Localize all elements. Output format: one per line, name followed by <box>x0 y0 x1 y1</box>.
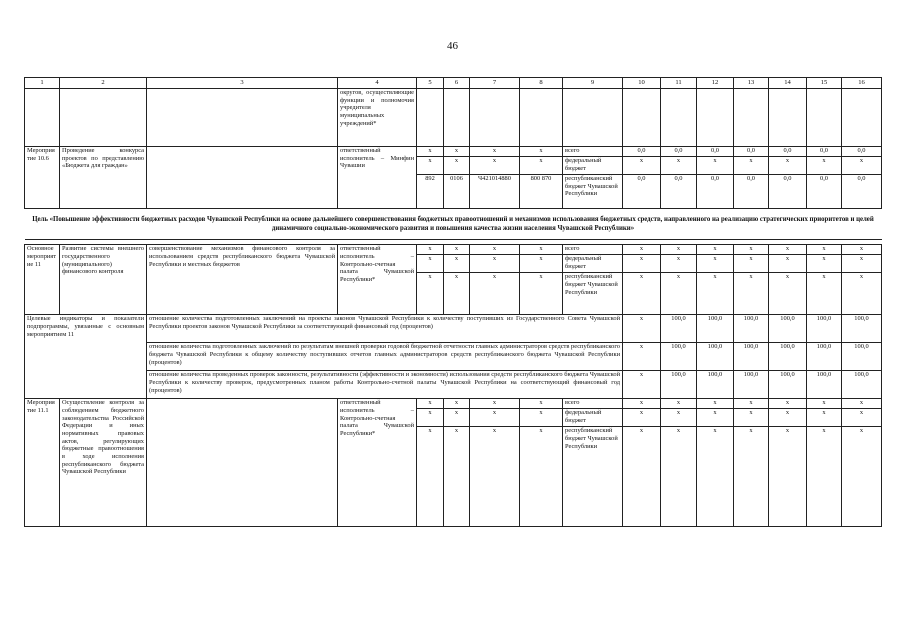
indicator-row <box>25 343 882 371</box>
measure-code: Основное мероприятие 11 <box>25 245 60 315</box>
budget-code-cell: x <box>520 427 563 527</box>
indicator-value: 100,0 <box>697 343 734 371</box>
indicator-row <box>25 315 882 343</box>
empty-cell <box>147 88 338 146</box>
funding-value: x <box>807 245 842 255</box>
empty-cell <box>842 88 882 146</box>
indicator-value: 100,0 <box>697 371 734 399</box>
budget-code-cell: x <box>417 156 444 174</box>
empty-cell <box>807 88 842 146</box>
column-number-3: 3 <box>147 78 338 89</box>
funding-value: x <box>842 255 882 273</box>
funding-value: x <box>623 409 661 427</box>
responsible-executor: ответственный исполнитель – Контрольно-счетная палата Чувашской Республики* <box>338 245 417 315</box>
m10-6-funding-row <box>25 146 882 156</box>
funding-value: x <box>623 245 661 255</box>
funding-value: x <box>661 409 697 427</box>
measure-name: Осуществление контроля за соблюдением бюджетного законодательства Российской Федерации и иных нормативных правовых актов, регулирующих бюджетные правоотношения в ходе исполнения республиканского бюджета Чувашской Республики <box>60 399 147 527</box>
column-number-10: 10 <box>623 78 661 89</box>
funding-value: x <box>661 245 697 255</box>
responsible-executor: ответственный исполнитель – Контрольно-счетная палата Чувашской Республики* <box>338 399 417 527</box>
budget-code-cell: x <box>417 146 444 156</box>
funding-value: x <box>661 427 697 527</box>
budget-code-cell: x <box>520 146 563 156</box>
funding-value: x <box>734 409 769 427</box>
budget-code-cell: x <box>520 273 563 315</box>
budget-code-cell: x <box>470 427 520 527</box>
funding-value: x <box>807 156 842 174</box>
m11-1-funding-row <box>25 399 882 409</box>
budget-code-cell: x <box>417 255 444 273</box>
indicator-value: 100,0 <box>842 371 882 399</box>
funding-value: x <box>769 255 807 273</box>
indicator-value: 100,0 <box>807 343 842 371</box>
funding-value: x <box>623 399 661 409</box>
budget-code-cell: x <box>444 146 470 156</box>
column-number-9: 9 <box>563 78 623 89</box>
budget-code-cell: x <box>417 399 444 409</box>
column-number-16: 16 <box>842 78 882 89</box>
budget-code-cell: x <box>444 255 470 273</box>
measure-code: Мероприятие 11.1 <box>25 399 60 527</box>
empty-cell <box>563 88 623 146</box>
budget-code-cell: x <box>470 146 520 156</box>
indicator-value: 100,0 <box>769 371 807 399</box>
funding-value: x <box>661 273 697 315</box>
column-number-7: 7 <box>470 78 520 89</box>
funding-value: 0,0 <box>661 146 697 156</box>
empty-cell <box>25 88 60 146</box>
measure-name: Развитие системы внешнего государственного (муниципального) финансового контроля <box>60 245 147 315</box>
empty-cell <box>444 88 470 146</box>
indicator-row <box>25 371 882 399</box>
indicator-value: x <box>623 315 661 343</box>
budget-code-cell: x <box>470 156 520 174</box>
funding-value: 0,0 <box>661 174 697 208</box>
indicator-value: 100,0 <box>769 315 807 343</box>
indicator-name: отношение количества подготовленных заключений по результатам внешней проверки годовой бюджетной отчетности главных администраторов средств республиканского бюджета Чувашской Республики к общему количеству поступивших отчетов главных администраторов средств республиканского бюджета Чувашской Республики (процентов) <box>147 343 623 371</box>
funding-value: x <box>842 409 882 427</box>
page-number: 46 <box>447 40 458 52</box>
funding-source: всего <box>563 146 623 156</box>
funding-value: 0,0 <box>807 174 842 208</box>
funding-value: x <box>807 399 842 409</box>
budget-code-cell: x <box>520 255 563 273</box>
funding-source: республиканский бюджет Чувашской Республики <box>563 427 623 527</box>
funding-value: x <box>769 245 807 255</box>
funding-value: x <box>807 427 842 527</box>
column-number-4: 4 <box>338 78 417 89</box>
funding-source: федеральный бюджет <box>563 156 623 174</box>
funding-value: 0,0 <box>842 146 882 156</box>
funding-value: x <box>734 255 769 273</box>
funding-value: x <box>623 427 661 527</box>
measure-description: совершенствование механизмов финансового контроля за использованием средств республиканского бюджета Чувашской Республики и местных бюджетов <box>147 245 338 315</box>
indicator-value: 100,0 <box>661 371 697 399</box>
indicators-label: Целевые индикаторы и показатели подпрограммы, увязанные с основным мероприятием 11 <box>25 315 147 399</box>
budget-code-cell: 800 870 <box>520 174 563 208</box>
funding-value: 0,0 <box>623 174 661 208</box>
indicator-value: 100,0 <box>697 315 734 343</box>
budget-code-cell: x <box>520 245 563 255</box>
column-number-15: 15 <box>807 78 842 89</box>
funding-value: x <box>769 273 807 315</box>
main11-funding-row <box>25 245 882 255</box>
funding-value: x <box>734 427 769 527</box>
funding-source: всего <box>563 399 623 409</box>
funding-value: x <box>842 427 882 527</box>
empty-cell <box>417 88 444 146</box>
indicator-value: 100,0 <box>661 343 697 371</box>
funding-value: 0,0 <box>697 174 734 208</box>
funding-source: всего <box>563 245 623 255</box>
goal-row <box>25 208 882 239</box>
funding-value: 0,0 <box>769 174 807 208</box>
budget-code-cell: x <box>470 245 520 255</box>
funding-value: 0,0 <box>769 146 807 156</box>
budget-code-cell: x <box>520 156 563 174</box>
funding-value: x <box>623 273 661 315</box>
column-number-11: 11 <box>661 78 697 89</box>
column-number-2: 2 <box>60 78 147 89</box>
budget-code-cell: x <box>417 409 444 427</box>
funding-value: x <box>734 399 769 409</box>
budget-code-cell: x <box>417 245 444 255</box>
column-number-row <box>25 78 882 89</box>
column-number-1: 1 <box>25 78 60 89</box>
empty-cell <box>520 88 563 146</box>
budget-code-cell: x <box>444 427 470 527</box>
funding-value: x <box>697 255 734 273</box>
funding-value: x <box>769 409 807 427</box>
funding-source: федеральный бюджет <box>563 409 623 427</box>
program-table <box>24 77 882 527</box>
funding-value: x <box>661 255 697 273</box>
funding-value: 0,0 <box>734 146 769 156</box>
funding-value: x <box>697 156 734 174</box>
indicator-value: 100,0 <box>842 343 882 371</box>
funding-value: 0,0 <box>842 174 882 208</box>
budget-code-cell: 892 <box>417 174 444 208</box>
funding-value: x <box>623 255 661 273</box>
funding-value: 0,0 <box>697 146 734 156</box>
budget-code-cell: x <box>417 273 444 315</box>
budget-code-cell: x <box>520 409 563 427</box>
funding-value: x <box>623 156 661 174</box>
column-number-13: 13 <box>734 78 769 89</box>
measure-code: Мероприятие 10.6 <box>25 146 60 208</box>
empty-cell <box>147 146 338 208</box>
empty-cell <box>697 88 734 146</box>
budget-code-cell: x <box>470 255 520 273</box>
indicator-value: 100,0 <box>842 315 882 343</box>
indicator-name: отношение количества проведенных проверок законности, результативности (эффективности и экономности) использования средств республиканского бюджета Чувашской Республики к количеству проверок, предусмотренных планом работы Контрольно-счетной палаты Чувашской Республики на соответствующий финансовый год (процентов) <box>147 371 623 399</box>
funding-value: x <box>769 427 807 527</box>
executor-continuation: округов, осуществляющие функции и полномочия учредителя муниципальных учреждений* <box>338 88 417 146</box>
funding-value: x <box>842 245 882 255</box>
indicator-value: 100,0 <box>734 343 769 371</box>
funding-value: 0,0 <box>807 146 842 156</box>
funding-value: x <box>842 399 882 409</box>
column-number-8: 8 <box>520 78 563 89</box>
funding-value: x <box>842 273 882 315</box>
budget-code-cell: x <box>470 399 520 409</box>
table-body <box>25 88 882 526</box>
indicator-value: 100,0 <box>807 371 842 399</box>
funding-source: федеральный бюджет <box>563 255 623 273</box>
budget-code-cell: x <box>444 273 470 315</box>
funding-value: x <box>697 273 734 315</box>
budget-code-cell: x <box>444 245 470 255</box>
budget-code-cell: x <box>444 399 470 409</box>
budget-code-cell: x <box>470 409 520 427</box>
column-number-5: 5 <box>417 78 444 89</box>
funding-value: x <box>769 156 807 174</box>
goal-heading: Цель «Повышение эффективности бюджетных расходов Чувашской Республики на основе дальнейшего совершенствования бюджетных правоотношений и механизмов использования бюджетных средств, направленного на реализацию стратегических приоритетов и целей динамичного социально-экономического развития и повышения качества жизни населения Чувашской Республики» <box>25 208 882 239</box>
indicator-value: 100,0 <box>769 343 807 371</box>
budget-code-cell: x <box>520 399 563 409</box>
empty-cell <box>623 88 661 146</box>
budget-code-cell: x <box>444 156 470 174</box>
budget-code-cell: x <box>470 273 520 315</box>
funding-value: x <box>734 245 769 255</box>
budget-code-cell: Ч421014880 <box>470 174 520 208</box>
indicator-value: 100,0 <box>807 315 842 343</box>
indicator-value: 100,0 <box>734 371 769 399</box>
funding-value: x <box>734 156 769 174</box>
empty-cell <box>734 88 769 146</box>
empty-cell <box>60 88 147 146</box>
indicator-value: x <box>623 343 661 371</box>
indicator-value: x <box>623 371 661 399</box>
empty-cell <box>470 88 520 146</box>
measure-name: Проведение конкурса проектов по представлению «Бюджета для граждан» <box>60 146 147 208</box>
funding-value: x <box>697 399 734 409</box>
funding-source: республиканский бюджет Чувашской Республики <box>563 174 623 208</box>
funding-value: x <box>807 273 842 315</box>
funding-value: x <box>697 409 734 427</box>
budget-code-cell: 0106 <box>444 174 470 208</box>
funding-value: x <box>697 427 734 527</box>
empty-cell <box>769 88 807 146</box>
responsible-executor: ответственный исполнитель – Минфин Чувашии <box>338 146 417 208</box>
funding-value: x <box>661 399 697 409</box>
funding-source: республиканский бюджет Чувашской Республики <box>563 273 623 315</box>
funding-value: x <box>842 156 882 174</box>
funding-value: x <box>734 273 769 315</box>
funding-value: x <box>769 399 807 409</box>
continuation-row <box>25 88 882 146</box>
budget-code-cell: x <box>444 409 470 427</box>
budget-code-cell: x <box>417 427 444 527</box>
funding-value: x <box>661 156 697 174</box>
column-number-12: 12 <box>697 78 734 89</box>
funding-value: 0,0 <box>734 174 769 208</box>
indicator-value: 100,0 <box>661 315 697 343</box>
funding-value: x <box>697 245 734 255</box>
column-number-6: 6 <box>444 78 470 89</box>
indicator-name: отношение количества подготовленных заключений на проекты законов Чувашской Республики к количеству поступивших из Государственного Совета Чувашской Республики проектов законов Чувашской Республики за соответствующий финансовый год (процентов) <box>147 315 623 343</box>
funding-value: 0,0 <box>623 146 661 156</box>
empty-cell <box>661 88 697 146</box>
funding-value: x <box>807 409 842 427</box>
funding-value: x <box>807 255 842 273</box>
indicator-value: 100,0 <box>734 315 769 343</box>
column-number-14: 14 <box>769 78 807 89</box>
empty-cell <box>147 399 338 527</box>
